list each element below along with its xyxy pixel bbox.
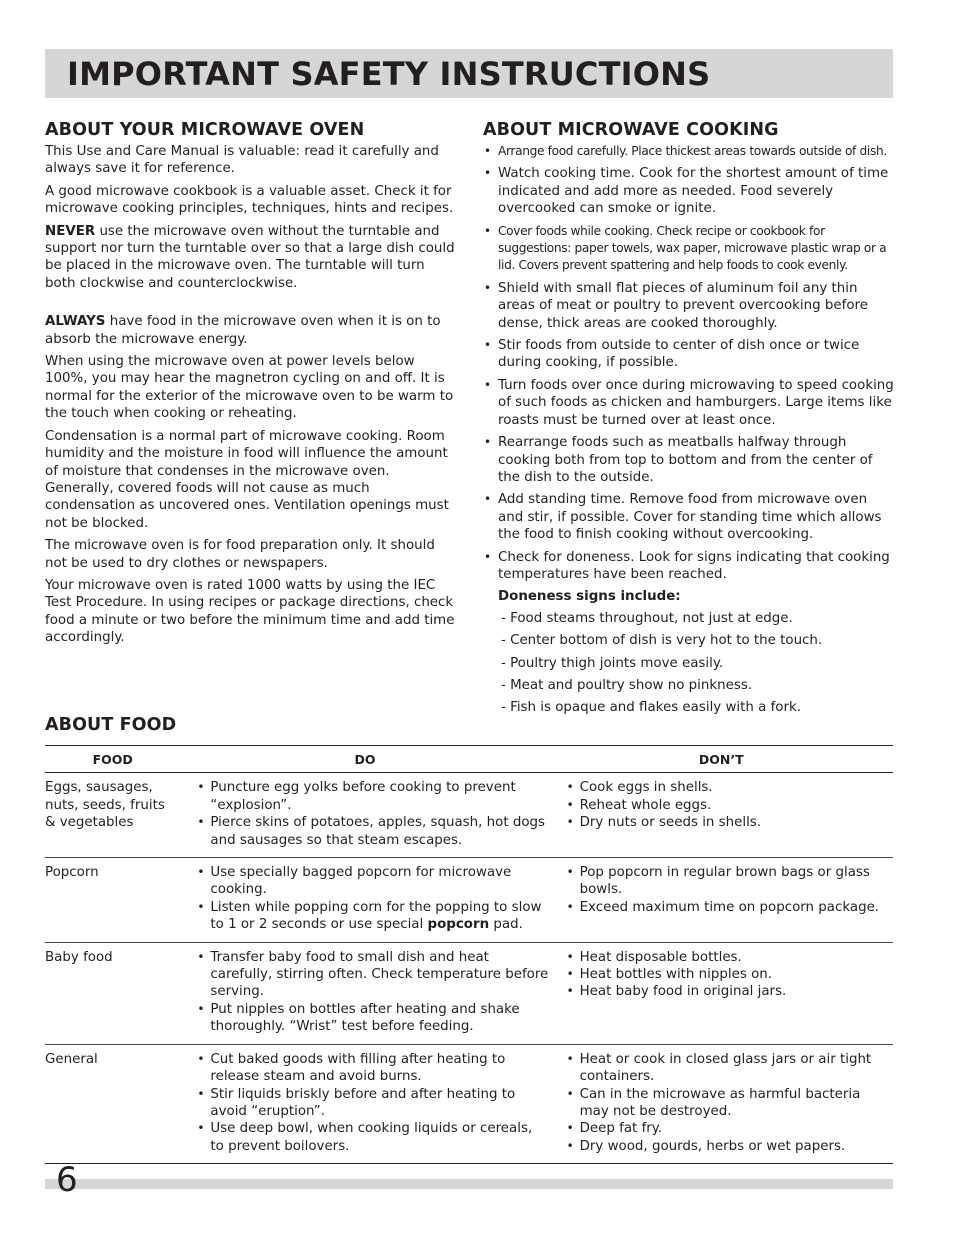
column-header-food: FOOD (45, 746, 180, 773)
cooking-tip: • Watch cooking time. Cook for the shortest amount of time indicated and add more as needed. Food severely overcooked can smoke or ignite. (483, 165, 895, 217)
oven-paragraph: This Use and Care Manual is valuable: read it carefully and always save it for reference. (45, 144, 439, 177)
doneness-sign: - Meat and poultry show no pinkness. (501, 677, 753, 693)
cooking-tip: • Cover foods while cooking. Check recipe or cookbook for suggestions: paper towels, wax paper, microwave plastic wrap or a lid. Covers prevent spattering and help foods to cook evenly. (483, 223, 895, 275)
oven-paragraph: Condensation is a normal part of microwave cooking. Room humidity and the moisture in food will influence the amount of moisture that condenses in the microwave oven. Generally, covered foods will not cause as much condensation as uncovered ones. Ventilation openings must not be blocked. (45, 428, 449, 531)
food-cell: Baby food (45, 942, 180, 1044)
footer-bar (45, 1179, 893, 1189)
dont-item: • Heat baby food in original jars. (567, 983, 893, 1000)
do-item: • Transfer baby food to small dish and heat carefully, stirring often. Check temperature before serving. (197, 949, 549, 1001)
oven-paragraph: Your microwave oven is rated 1000 watts by using the IEC Test Procedure. In using recipes or package directions, check food a minute or two before the minimum time and add time accordingly. (45, 577, 455, 646)
cooking-tip: • Stir foods from outside to center of dish once or twice during cooking, if possible. (483, 337, 895, 372)
about-cooking-section (483, 120, 895, 722)
cooking-tip: • Arrange food carefully. Place thickest areas towards outside of dish. (483, 143, 895, 160)
column-header-do: DO (180, 746, 549, 773)
table-row (45, 858, 893, 943)
do-item-tail: pad. (489, 917, 523, 933)
doneness-signs-list (483, 610, 895, 717)
oven-paragraph: A good microwave cookbook is a valuable asset. Check it for microwave cooking principles, techniques, hints and recipes. (45, 183, 454, 217)
doneness-sign: - Food steams throughout, not just at edge. (501, 610, 793, 626)
never-emphasis: NEVER (45, 223, 96, 239)
dont-cell (550, 858, 893, 943)
dont-item: • Dry wood, gourds, herbs or wet papers. (567, 1138, 893, 1155)
table-row (45, 942, 893, 1044)
doneness-sign: - Center bottom of dish is very hot to the touch. (501, 633, 823, 649)
cooking-tip: • Turn foods over once during microwaving to speed cooking of such foods as chicken and hamburgers. Large items like roasts must be turned over at least once. (483, 377, 895, 429)
dont-item: • Can in the microwave as harmful bacteria may not be destroyed. (567, 1086, 893, 1121)
doneness-sign: - Fish is opaque and flakes easily with a fork. (501, 700, 802, 716)
popcorn-emphasis: popcorn (427, 917, 490, 933)
do-cell (180, 1044, 549, 1163)
dont-item: • Heat disposable bottles. (567, 949, 893, 966)
do-item: • Puncture egg yolks before cooking to prevent “explosion”. (197, 779, 549, 814)
cooking-tip: • Add standing time. Remove food from microwave oven and stir, if possible. Cover for standing time which allows the food to finish cooking without overcooking. (483, 491, 895, 543)
do-item: • Pierce skins of potatoes, apples, squash, hot dogs and sausages so that steam escapes. (197, 814, 549, 849)
do-item: • Put nipples on bottles after heating and shake thoroughly. “Wrist” test before feeding. (197, 1001, 549, 1036)
about-oven-section (45, 120, 455, 652)
dont-item: • Reheat whole eggs. (567, 797, 893, 814)
dont-item: • Cook eggs in shells. (567, 779, 893, 796)
do-cell (180, 773, 549, 858)
do-item: • Stir liquids briskly before and after heating to avoid “eruption”. (197, 1086, 549, 1121)
food-table-header (45, 746, 893, 773)
do-item-popcorn-pad (197, 899, 549, 934)
about-food-heading: ABOUT FOOD (45, 715, 177, 735)
always-emphasis: ALWAYS (45, 314, 106, 330)
food-table (45, 745, 893, 1164)
doneness-sign: - Poultry thigh joints move easily. (501, 655, 724, 671)
oven-paragraph-always (45, 313, 455, 348)
page-title: IMPORTANT SAFETY INSTRUCTIONS (67, 55, 711, 93)
dont-cell (550, 942, 893, 1044)
dont-cell (550, 1044, 893, 1163)
do-item-text: Listen while popping corn for the popping to slow to 1 or 2 seconds or use special (210, 899, 542, 933)
dont-cell (550, 773, 893, 858)
do-item: • Cut baked goods with filling after heating to release steam and avoid burns. (197, 1051, 549, 1086)
about-cooking-heading: ABOUT MICROWAVE COOKING (483, 120, 779, 140)
dont-item: • Heat or cook in closed glass jars or air tight containers. (567, 1051, 893, 1086)
oven-paragraph: The microwave oven is for food preparation only. It should not be used to dry clothes or newspapers. (45, 538, 435, 571)
always-text: have food in the microwave oven when it is on to absorb the microwave energy. (45, 314, 441, 347)
dont-item: • Pop popcorn in regular brown bags or glass bowls. (567, 864, 893, 899)
about-oven-heading: ABOUT YOUR MICROWAVE OVEN (45, 120, 365, 140)
cooking-tip: • Check for doneness. Look for signs indicating that cooking temperatures have been reached. (483, 549, 895, 584)
do-item: • Use deep bowl, when cooking liquids or cereals, to prevent boilovers. (197, 1120, 549, 1155)
dont-item: • Dry nuts or seeds in shells. (567, 814, 893, 831)
never-text: use the microwave oven without the turntable and support nor turn the turntable over so that a large dish could be placed in the microwave oven. The turntable will turn both clockwise and counterclockwise. (45, 223, 455, 291)
table-row (45, 1044, 893, 1163)
doneness-heading: Doneness signs include: (498, 589, 681, 605)
food-cell: Eggs, sausages, nuts, seeds, fruits & vegetables (45, 773, 180, 858)
oven-paragraph: When using the microwave oven at power levels below 100%, you may hear the magnetron cycling on and off. It is normal for the exterior of the microwave oven to be warm to the touch when cooking or reheating. (45, 354, 454, 422)
cooking-tip: • Rearrange foods such as meatballs halfway through cooking both from top to bottom and from the center of the dish to the outside. (483, 434, 895, 486)
page-number: 6 (56, 1160, 78, 1200)
do-cell (180, 858, 549, 943)
food-cell: Popcorn (45, 858, 180, 943)
cooking-tips-list (483, 143, 895, 583)
title-bar (45, 49, 893, 98)
oven-paragraph-never (45, 223, 455, 293)
do-cell (180, 942, 549, 1044)
dont-item: • Deep fat fry. (567, 1120, 893, 1137)
dont-item: • Heat bottles with nipples on. (567, 966, 893, 983)
table-row (45, 773, 893, 858)
column-header-dont: DON’T (550, 746, 893, 773)
food-cell: General (45, 1044, 180, 1163)
cooking-tip: • Shield with small flat pieces of aluminum foil any thin areas of meat or poultry to prevent overcooking before dense, thick areas are cooked thoroughly. (483, 280, 895, 332)
do-item: • Use specially bagged popcorn for microwave cooking. (197, 864, 549, 899)
dont-item: • Exceed maximum time on popcorn package. (567, 899, 893, 916)
